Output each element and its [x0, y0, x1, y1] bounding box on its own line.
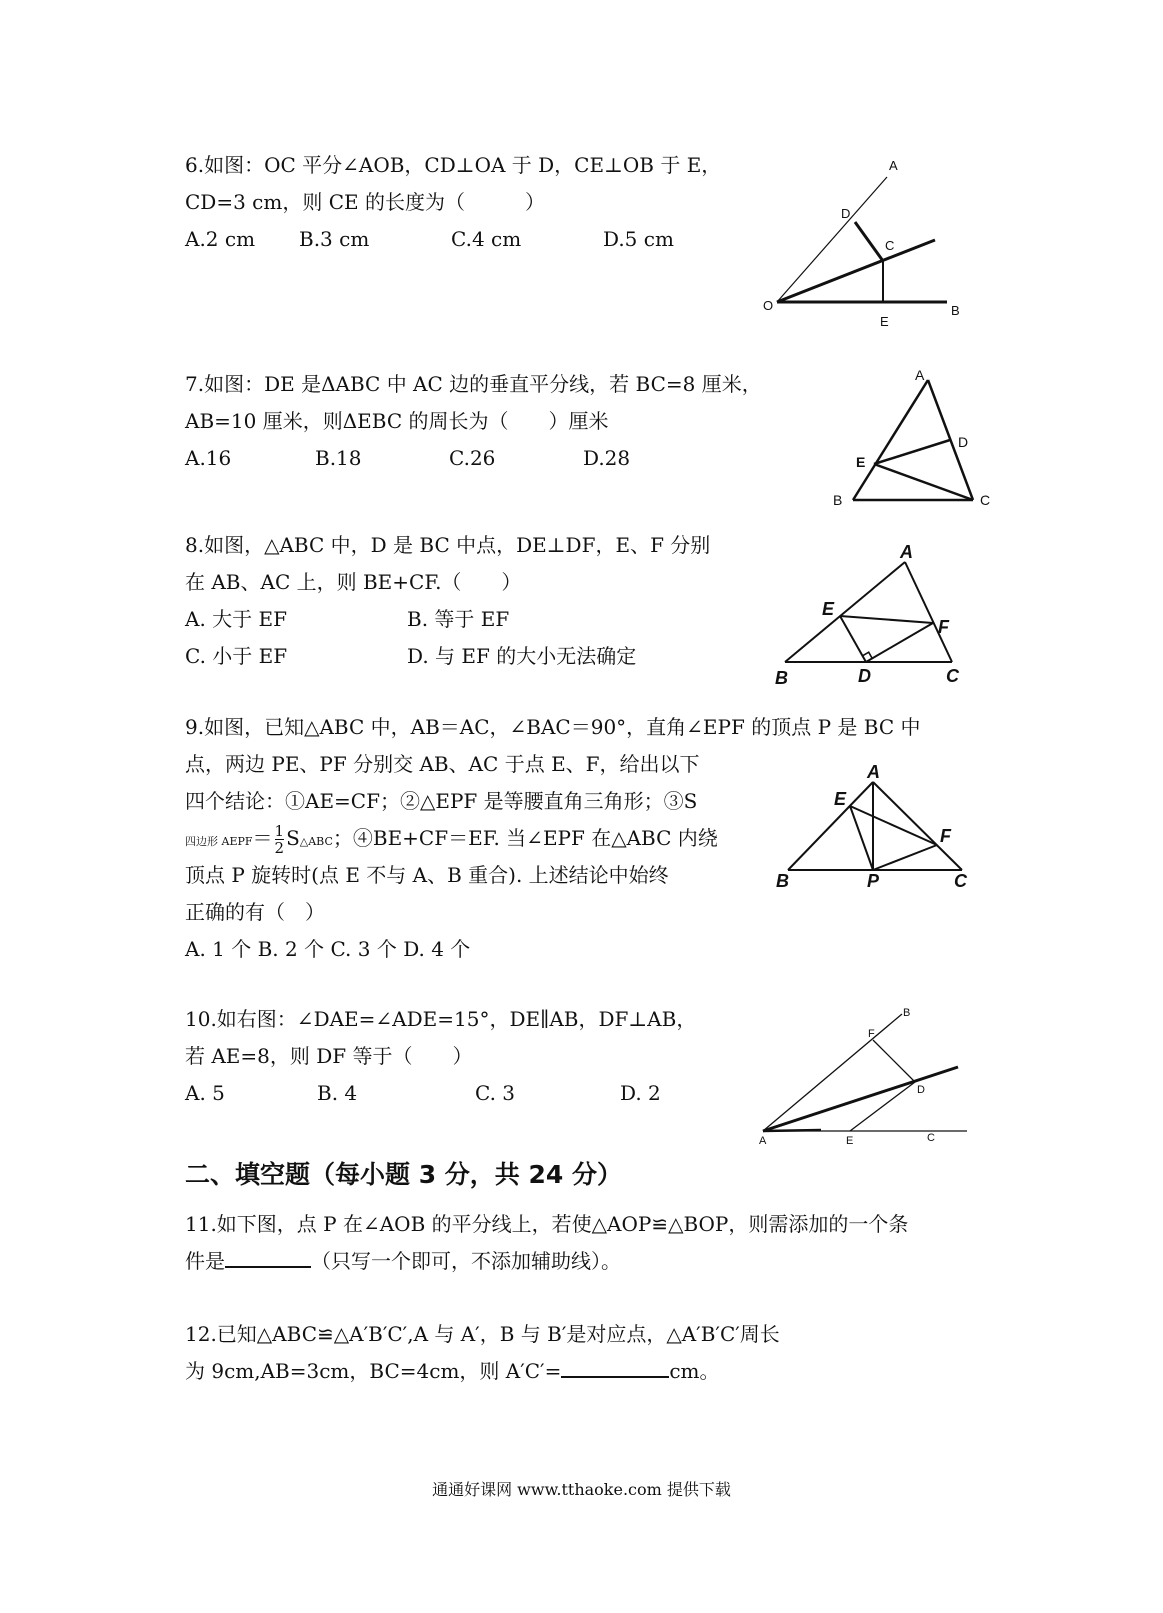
q10-label-b: B [903, 1007, 911, 1019]
q6-label-c: C [885, 238, 895, 253]
q9-frac-den: 2 [274, 839, 285, 857]
q9-line-2: 点，两边 PE、PF 分别交 AB、AC 于点 E、F，给出以下 [185, 752, 700, 776]
q9-label-b: B [776, 871, 789, 891]
question-12 [185, 1316, 780, 1390]
question-6 [185, 147, 721, 258]
q10-option-a: A. 5 [185, 1081, 225, 1105]
q7-label-e: E [856, 454, 866, 470]
q11-line-2-start: 件是 [185, 1249, 225, 1273]
q6-label-d: D [841, 206, 851, 221]
q6-option-d: D.5 cm [603, 227, 674, 251]
q7-option-b: B.18 [315, 446, 362, 470]
q8-option-c: C. 小于 EF [185, 644, 288, 668]
q9-s: S [286, 826, 300, 850]
q6-options [185, 221, 721, 258]
q12-line-2-end: cm。 [669, 1359, 720, 1383]
q8-figure [770, 540, 980, 690]
q6-label-a: A [889, 158, 898, 173]
q10-option-b: B. 4 [317, 1081, 358, 1105]
q12-answer-blank[interactable] [561, 1354, 669, 1378]
q8-option-b: B. 等于 EF [407, 607, 510, 631]
q8-label-b: B [775, 668, 788, 688]
question-8 [185, 527, 710, 675]
q10-label-d: D [917, 1084, 925, 1096]
q9-label-a: A [867, 762, 880, 782]
q8-option-a: A. 大于 EF [185, 607, 287, 631]
q10-line-2: 若 AE=8，则 DF 等于（ ） [185, 1044, 473, 1068]
q6-figure [755, 150, 975, 330]
section-2-heading: 二、填空题（每小题 3 分，共 24 分） [185, 1160, 623, 1189]
q7-label-c: C [980, 492, 991, 508]
q9-frac-num: 1 [274, 822, 285, 840]
q8-label-f: F [938, 617, 949, 637]
q9-label-e: E [834, 789, 847, 809]
q10-label-a: A [759, 1135, 767, 1147]
q6-option-c: C.4 cm [451, 227, 522, 251]
q11-line-2-end: （只写一个即可，不添加辅助线）。 [311, 1249, 621, 1273]
q6-label-o: O [763, 298, 774, 313]
q9-quad-subscript: 四边形 AEPF [185, 835, 253, 848]
q11-line-1: 11.如下图，点 P 在∠AOB 的平分线上，若使△AOP≌△BOP，则需添加的一个条 [185, 1212, 909, 1236]
q7-label-a: A [915, 367, 925, 383]
q6-label-e: E [880, 314, 889, 329]
q7-options [185, 440, 762, 477]
q7-option-d: D.28 [583, 446, 631, 470]
q7-label-b: B [833, 492, 843, 508]
q8-line-2: 在 AB、AC 上，则 BE+CF.（ ） [185, 570, 522, 594]
q12-line-2-start: 为 9cm,AB=3cm，BC=4cm，则 A′C′= [185, 1359, 562, 1383]
q7-line-2: AB=10 厘米，则ΔEBC 的周长为（ ）厘米 [185, 409, 609, 433]
page-footer: 通通好课网 www.tthaoke.com 提供下载 [432, 1480, 731, 1499]
q7-label-d: D [958, 434, 969, 450]
q8-label-a: A [900, 542, 913, 562]
q6-line-2: CD=3 cm，则 CE 的长度为（ ） [185, 190, 545, 214]
q12-line-2 [185, 1353, 780, 1390]
q10-label-f: F [868, 1028, 875, 1040]
question-7 [185, 366, 762, 477]
q9-label-f: F [940, 826, 951, 846]
q9-line-3: 四个结论：①AE=CF；②△EPF 是等腰直角三角形；③S [185, 789, 698, 813]
q10-line-1: 10.如右图：∠DAE=∠ADE=15°，DE∥AB，DF⊥AB， [185, 1007, 697, 1031]
q9-figure [770, 760, 980, 895]
q8-label-d: D [858, 666, 871, 686]
q11-line-2 [185, 1243, 908, 1280]
q6-option-b: B.3 cm [299, 227, 370, 251]
q8-label-c: C [946, 666, 959, 686]
q12-line-1: 12.已知△ABC≌△A′B′C′,A 与 A′，B 与 B′是对应点，△A′B′C′周长 [185, 1322, 780, 1346]
q10-option-c: C. 3 [475, 1081, 516, 1105]
q7-option-a: A.16 [185, 446, 232, 470]
q10-figure [755, 1000, 980, 1150]
q9-line-4-rest: ；④BE+CF＝EF. 当∠EPF 在△ABC 内绕 [332, 826, 718, 850]
q8-line-1: 8.如图，△ABC 中，D 是 BC 中点，DE⊥DF，E、F 分别 [185, 533, 711, 557]
q9-options: A. 1 个 B. 2 个 C. 3 个 D. 4 个 [185, 937, 471, 961]
q9-label-c: C [954, 871, 967, 891]
question-11 [185, 1206, 908, 1280]
q10-option-d: D. 2 [620, 1081, 661, 1105]
q8-options-row-1 [185, 601, 710, 638]
q7-option-c: C.26 [449, 446, 496, 470]
q10-options [185, 1075, 696, 1112]
q9-label-p: P [867, 871, 880, 891]
q9-line-5: 顶点 P 旋转时(点 E 不与 A、B 重合). 上述结论中始终 [185, 863, 669, 887]
question-10 [185, 1001, 696, 1112]
q9-fraction [275, 823, 285, 856]
q8-option-d: D. 与 EF 的大小无法确定 [407, 644, 637, 668]
q10-label-e: E [846, 1135, 854, 1147]
q7-figure [825, 360, 1005, 515]
q11-answer-blank[interactable] [225, 1244, 311, 1268]
q8-label-e: E [822, 599, 835, 619]
q6-line-1: 6.如图：OC 平分∠AOB，CD⊥OA 于 D，CE⊥OB 于 E， [185, 153, 722, 177]
q7-line-1: 7.如图：DE 是ΔABC 中 AC 边的垂直平分线，若 BC=8 厘米， [185, 372, 762, 396]
q8-options-row-2 [185, 638, 710, 675]
q9-line-6: 正确的有（ ） [185, 900, 325, 924]
q10-label-c: C [927, 1132, 935, 1144]
q6-option-a: A.2 cm [185, 227, 256, 251]
q6-label-b: B [951, 303, 960, 318]
q9-line-1: 9.如图，已知△ABC 中，AB＝AC，∠BAC＝90°，直角∠EPF 的顶点 P 是 BC 中 [185, 715, 921, 739]
q9-equals: ＝ [252, 826, 273, 850]
q9-abc-subscript: △ABC [299, 835, 333, 848]
